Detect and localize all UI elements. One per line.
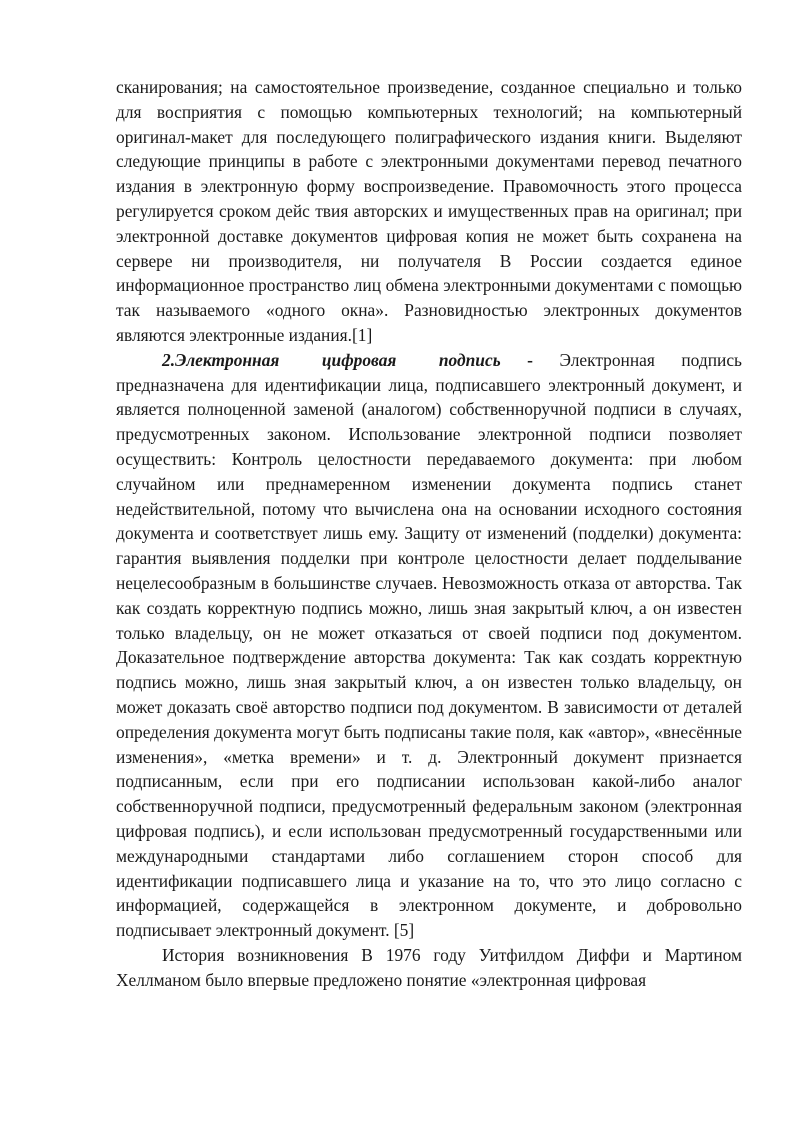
paragraph-continuation: [116, 75, 742, 348]
paragraph-text: История возникновения В 1976 году Уитфилдом Диффи и Мартином Хеллманом было впервые предложено понятие «электронная цифровая: [116, 944, 742, 990]
paragraph-text: Электронная подпись предназначена для идентификации лица, подписавшего электронный документ, и является полноценной заменой (аналогом) собственноручной подписи в случаях, предусмотренных законом. Использование электронной подписи позволяет осуществить: Контроль целостности передаваемого документа: при любом случайном или преднамеренном изменении документа подпись станет недействительной, потому что вычислена она на основании исходного состояния документа и соответствует лишь ему. Защиту от изменений (подделки) документа: гарантия выявления подделки при контроле целостности делает подделывание нецелесообразным в большинстве случаев. Невозможность отказа от авторства. Так как создать корректную подпись можно, лишь зная закрытый ключ, а он известен только владельцу, он не может отказаться от своей подписи под документом. Доказательное подтверждение авторства документа: Так как создать корректную подпись можно, лишь зная закрытый ключ, а он известен только владельцу, он может доказать своё авторство подписи под документом. В зависимости от деталей определения документа могут быть подписаны такие поля, как «автор», «внесённые изменения», «метка времени» и т. д. Электронный документ признается подписанным, если при его подписании использован какой-либо аналог собственноручной подписи, предусмотренный федеральным законом (электронная цифровая подпись), и если использован предусмотренный государственными или международными стандартами либо соглашением сторон способ для идентификации подписавшего лица и указание на то, что это лицо согласно с информацией, содержащейся в электронном документе, и добровольно подписывает электронный документ. [5]: [116, 349, 742, 941]
paragraph-history: [116, 943, 742, 993]
section-heading: 2.Электронная цифровая подпись: [162, 349, 501, 370]
paragraph-text: сканирования; на самостоятельное произведение, созданное специально и только для восприятия с помощью компьютерных технологий; на компьютерный оригинал-макет для последующего полиграфического издания книги. Выделяют следующие принципы в работе с электронными документами перевод печатного издания в электронную форму воспроизведение. Правомочность этого процесса регулируется сроком дейс твия авторских и имущественных прав на оригинал; при электронной доставке документов цифровая копия не может быть сохранена на сервере ни производителя, ни получателя В России создается единое информационное пространство лиц обмена электронными документами с помощью так называемого «одного окна». Разновидностью электронных документов являются электронные издания.[1]: [116, 77, 742, 345]
heading-dash: -: [500, 349, 560, 370]
paragraph-digital-signature: [116, 348, 742, 943]
